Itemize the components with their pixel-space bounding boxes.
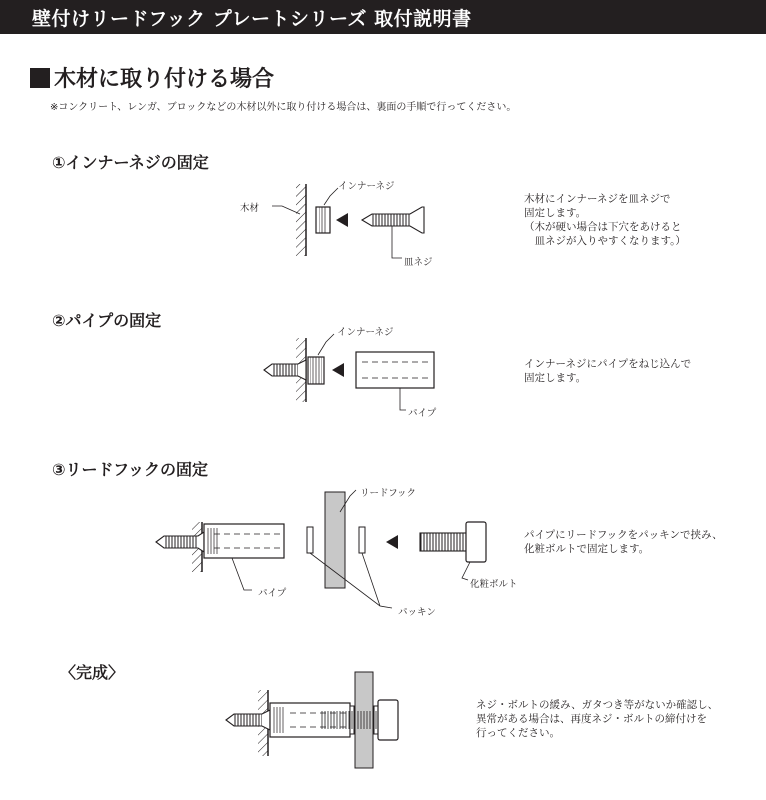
desc-line: 固定します。: [524, 372, 587, 384]
inner-screw-thread: [310, 357, 322, 384]
desc-line: インナーネジにパイプをねじ込んで: [524, 358, 692, 370]
leader-line: [324, 188, 338, 205]
section-note: ※コンクリート、レンガ、ブロックなどの木材以外に取り付ける場合は、裏面の手順で行ってください。: [50, 102, 517, 113]
document-title: 壁付けリードフック プレートシリーズ 取付説明書: [32, 8, 472, 30]
leader-line: [400, 388, 406, 410]
section-title-text: 木材に取り付ける場合: [54, 67, 275, 92]
label-pipe: パイプ: [408, 408, 437, 419]
desc-line: 化粧ボルトで固定します。: [524, 543, 650, 555]
packing-right: [359, 527, 365, 553]
packing-left: [307, 527, 313, 553]
leader-line: [392, 226, 402, 258]
step-4-title: 〈完成〉: [60, 663, 125, 682]
label-pipe: パイプ: [258, 588, 287, 599]
label-inner-screw: インナーネジ: [338, 181, 395, 192]
step-2-diagram: [264, 334, 434, 410]
inner-screw-thread: [206, 528, 218, 554]
screw-thread: [372, 214, 410, 226]
screw-thread: [272, 364, 298, 376]
label-countersunk-screw: 皿ネジ: [404, 257, 433, 268]
label-wood: 木材: [240, 203, 260, 214]
step-4-diagram: [226, 672, 398, 768]
desc-line: パイプにリードフックをパッキンで挟み、: [524, 529, 723, 541]
leader-line: [362, 553, 380, 606]
desc-line: ネジ・ボルトの緩み、ガタつき等がないか確認し、: [476, 699, 719, 711]
wood-wall-hatch: [296, 184, 306, 256]
desc-line: （木が硬い場合は下穴をあけると: [524, 221, 682, 233]
leader-line: [310, 553, 392, 608]
desc-line: 行ってください。: [476, 727, 560, 739]
pipe: [356, 352, 434, 388]
arrow-left-icon: [386, 535, 398, 549]
inner-screw-thread: [319, 207, 327, 233]
label-inner-screw: インナーネジ: [337, 327, 394, 338]
leader-line: [318, 334, 334, 355]
arrow-left-icon: [332, 363, 344, 377]
bolt-thread: [420, 533, 466, 551]
desc-line: 固定します。: [524, 207, 587, 219]
bolt-head: [466, 522, 486, 562]
screw-thread: [234, 714, 262, 726]
desc-line: 木材にインナーネジを皿ネジで: [524, 193, 671, 205]
label-decorative-bolt: 化粧ボルト: [470, 579, 518, 590]
label-lead-hook: リードフック: [360, 488, 417, 499]
screw-thread: [164, 536, 198, 548]
step-3-title: ③リードフックの固定: [52, 460, 208, 479]
step-2-title: ②パイプの固定: [52, 311, 162, 330]
desc-line: 皿ネジが入りやすくなります。）: [524, 235, 686, 247]
lead-hook-plate: [325, 492, 345, 588]
step-1-diagram: [272, 184, 424, 258]
step-3-diagram: [156, 490, 486, 608]
bolt-head: [378, 700, 398, 740]
label-packing: パッキン: [398, 607, 436, 618]
inner-screw-thread: [272, 707, 284, 733]
desc-line: 異常がある場合は、再度ネジ・ボルトの締付けを: [476, 713, 707, 725]
leader-line: [272, 206, 300, 214]
leader-line: [462, 562, 470, 580]
arrow-left-icon: [336, 213, 348, 227]
leader-line: [232, 558, 252, 590]
bolt-thread: [320, 711, 378, 729]
step-1-title: ①インナーネジの固定: [52, 153, 209, 172]
